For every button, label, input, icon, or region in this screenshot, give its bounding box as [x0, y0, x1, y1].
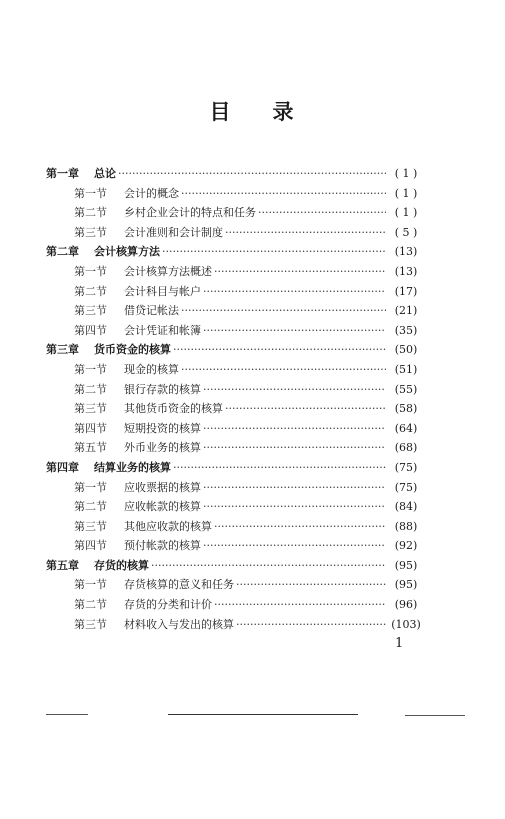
section-title: 会计核算方法概述	[124, 264, 212, 278]
section-title: 会计科目与帐户	[124, 284, 201, 298]
toc-section-row[interactable]	[46, 399, 424, 419]
section-number: 第一节	[74, 578, 107, 592]
leader-dots	[118, 164, 386, 184]
page-ref: (75)	[394, 480, 418, 494]
section-number: 第四节	[74, 323, 107, 337]
section-title: 现金的核算	[124, 362, 179, 376]
section-number: 第三节	[74, 519, 107, 533]
bottom-rule-left	[46, 714, 88, 715]
page-title	[0, 96, 505, 126]
page-ref: ( 5 )	[394, 225, 418, 239]
bottom-rule-right	[405, 715, 465, 716]
leader-dots	[151, 556, 386, 576]
leader-dots	[203, 438, 386, 458]
toc-chapter-row[interactable]	[46, 458, 424, 478]
leader-dots	[225, 223, 386, 243]
toc-section-row[interactable]	[46, 478, 424, 498]
section-number: 第二节	[74, 382, 107, 396]
chapter-title: 结算业务的核算	[94, 460, 171, 474]
section-number: 第一节	[74, 264, 107, 278]
page-ref: (88)	[394, 519, 418, 533]
page-ref: (55)	[394, 382, 418, 396]
leader-dots	[258, 203, 386, 223]
section-title: 其他应收款的核算	[124, 519, 212, 533]
section-number: 第三节	[74, 225, 107, 239]
section-title: 存货的分类和计价	[124, 598, 212, 612]
chapter-number: 第三章	[46, 343, 79, 357]
section-title: 会计的概念	[124, 186, 179, 200]
section-title: 短期投资的核算	[124, 421, 201, 435]
page-ref: (21)	[394, 304, 418, 318]
leader-dots	[162, 242, 386, 262]
toc-section-row[interactable]	[46, 380, 424, 400]
toc-chapter-row[interactable]	[46, 242, 424, 262]
chapter-number: 第四章	[46, 460, 79, 474]
leader-dots	[181, 301, 386, 321]
toc-chapter-row[interactable]	[46, 340, 424, 360]
section-number: 第三节	[74, 304, 107, 318]
chapter-title: 会计核算方法	[94, 245, 160, 259]
leader-dots	[214, 262, 386, 282]
page-ref: (103)	[391, 617, 421, 631]
page-ref: (64)	[394, 421, 418, 435]
leader-dots	[203, 536, 386, 556]
page-ref: (68)	[394, 441, 418, 455]
chapter-title: 总论	[94, 167, 116, 180]
page-ref: (50)	[394, 343, 418, 357]
toc-section-row[interactable]	[46, 282, 424, 302]
section-title: 借贷记帐法	[124, 304, 179, 318]
section-number: 第二节	[74, 598, 107, 612]
leader-dots	[236, 615, 386, 635]
page-ref: (84)	[394, 500, 418, 514]
leader-dots	[203, 282, 386, 302]
section-title: 其他货币资金的核算	[124, 402, 223, 416]
toc-section-row[interactable]	[46, 301, 424, 321]
chapter-number: 第二章	[46, 245, 79, 259]
section-number: 第一节	[74, 186, 107, 200]
leader-dots	[203, 497, 386, 517]
leader-dots	[181, 184, 386, 204]
section-title: 外币业务的核算	[124, 441, 201, 455]
page-ref: (13)	[394, 245, 418, 259]
toc-section-row[interactable]	[46, 595, 424, 615]
toc-section-row[interactable]	[46, 497, 424, 517]
page-ref: (35)	[394, 323, 418, 337]
bottom-rule-center	[168, 714, 358, 715]
toc-section-row[interactable]	[46, 184, 424, 204]
title-char-2: 录	[272, 99, 296, 124]
section-title: 预付帐款的核算	[124, 539, 201, 553]
page-ref: ( 1 )	[394, 186, 418, 200]
toc-section-row[interactable]	[46, 203, 424, 223]
section-title: 会计凭证和帐簿	[124, 323, 201, 337]
leader-dots	[203, 321, 386, 341]
section-number: 第一节	[74, 362, 107, 376]
section-number: 第一节	[74, 480, 107, 494]
leader-dots	[203, 419, 386, 439]
toc-section-row[interactable]	[46, 517, 424, 537]
leader-dots	[214, 517, 386, 537]
leader-dots	[173, 458, 386, 478]
section-number: 第四节	[74, 421, 107, 435]
page-ref: ( 1 )	[394, 206, 418, 220]
leader-dots	[181, 360, 386, 380]
toc-section-row[interactable]	[46, 321, 424, 341]
page-ref: (51)	[394, 362, 418, 376]
chapter-title: 存货的核算	[94, 558, 149, 572]
toc-chapter-row[interactable]	[46, 556, 424, 576]
section-number: 第三节	[74, 617, 107, 631]
toc-section-row[interactable]	[46, 262, 424, 282]
chapter-title: 货币资金的核算	[94, 343, 171, 357]
page-ref: (58)	[394, 402, 418, 416]
section-number: 第二节	[74, 284, 107, 298]
section-title: 会计准则和会计制度	[124, 225, 223, 239]
chapter-number: 第一章	[46, 167, 79, 180]
toc-chapter-row[interactable]	[46, 164, 424, 184]
chapter-number: 第五章	[46, 558, 79, 572]
page-ref: (75)	[394, 460, 418, 474]
toc-section-row[interactable]	[46, 438, 424, 458]
section-number: 第五节	[74, 441, 107, 455]
table-of-contents	[46, 164, 424, 634]
page-number: 1	[395, 636, 404, 651]
leader-dots	[173, 340, 386, 360]
leader-dots	[203, 478, 386, 498]
toc-section-row[interactable]	[46, 360, 424, 380]
toc-section-row[interactable]	[46, 536, 424, 556]
leader-dots	[203, 380, 386, 400]
section-number: 第三节	[74, 402, 107, 416]
toc-section-row[interactable]	[46, 223, 424, 243]
section-title: 应收帐款的核算	[124, 500, 201, 514]
page-ref: (13)	[394, 264, 418, 278]
section-title: 应收票据的核算	[124, 480, 201, 494]
section-number: 第二节	[74, 500, 107, 514]
leader-dots	[236, 575, 386, 595]
page-ref: (96)	[394, 598, 418, 612]
section-title: 乡村企业会计的特点和任务	[124, 206, 256, 220]
leader-dots	[214, 595, 386, 615]
toc-section-row[interactable]	[46, 419, 424, 439]
toc-section-row[interactable]	[46, 575, 424, 595]
page-ref: (92)	[394, 539, 418, 553]
page-ref: (95)	[394, 578, 418, 592]
section-title: 存货核算的意义和任务	[124, 578, 234, 592]
section-number: 第四节	[74, 539, 107, 553]
section-title: 银行存款的核算	[124, 382, 201, 396]
page-ref: (17)	[394, 284, 418, 298]
page-ref: ( 1 )	[394, 167, 418, 180]
toc-section-row[interactable]	[46, 615, 424, 635]
page-ref: (95)	[394, 558, 418, 572]
title-char-1: 目	[209, 99, 233, 124]
section-number: 第二节	[74, 206, 107, 220]
section-title: 材料收入与发出的核算	[124, 617, 234, 631]
leader-dots	[225, 399, 386, 419]
